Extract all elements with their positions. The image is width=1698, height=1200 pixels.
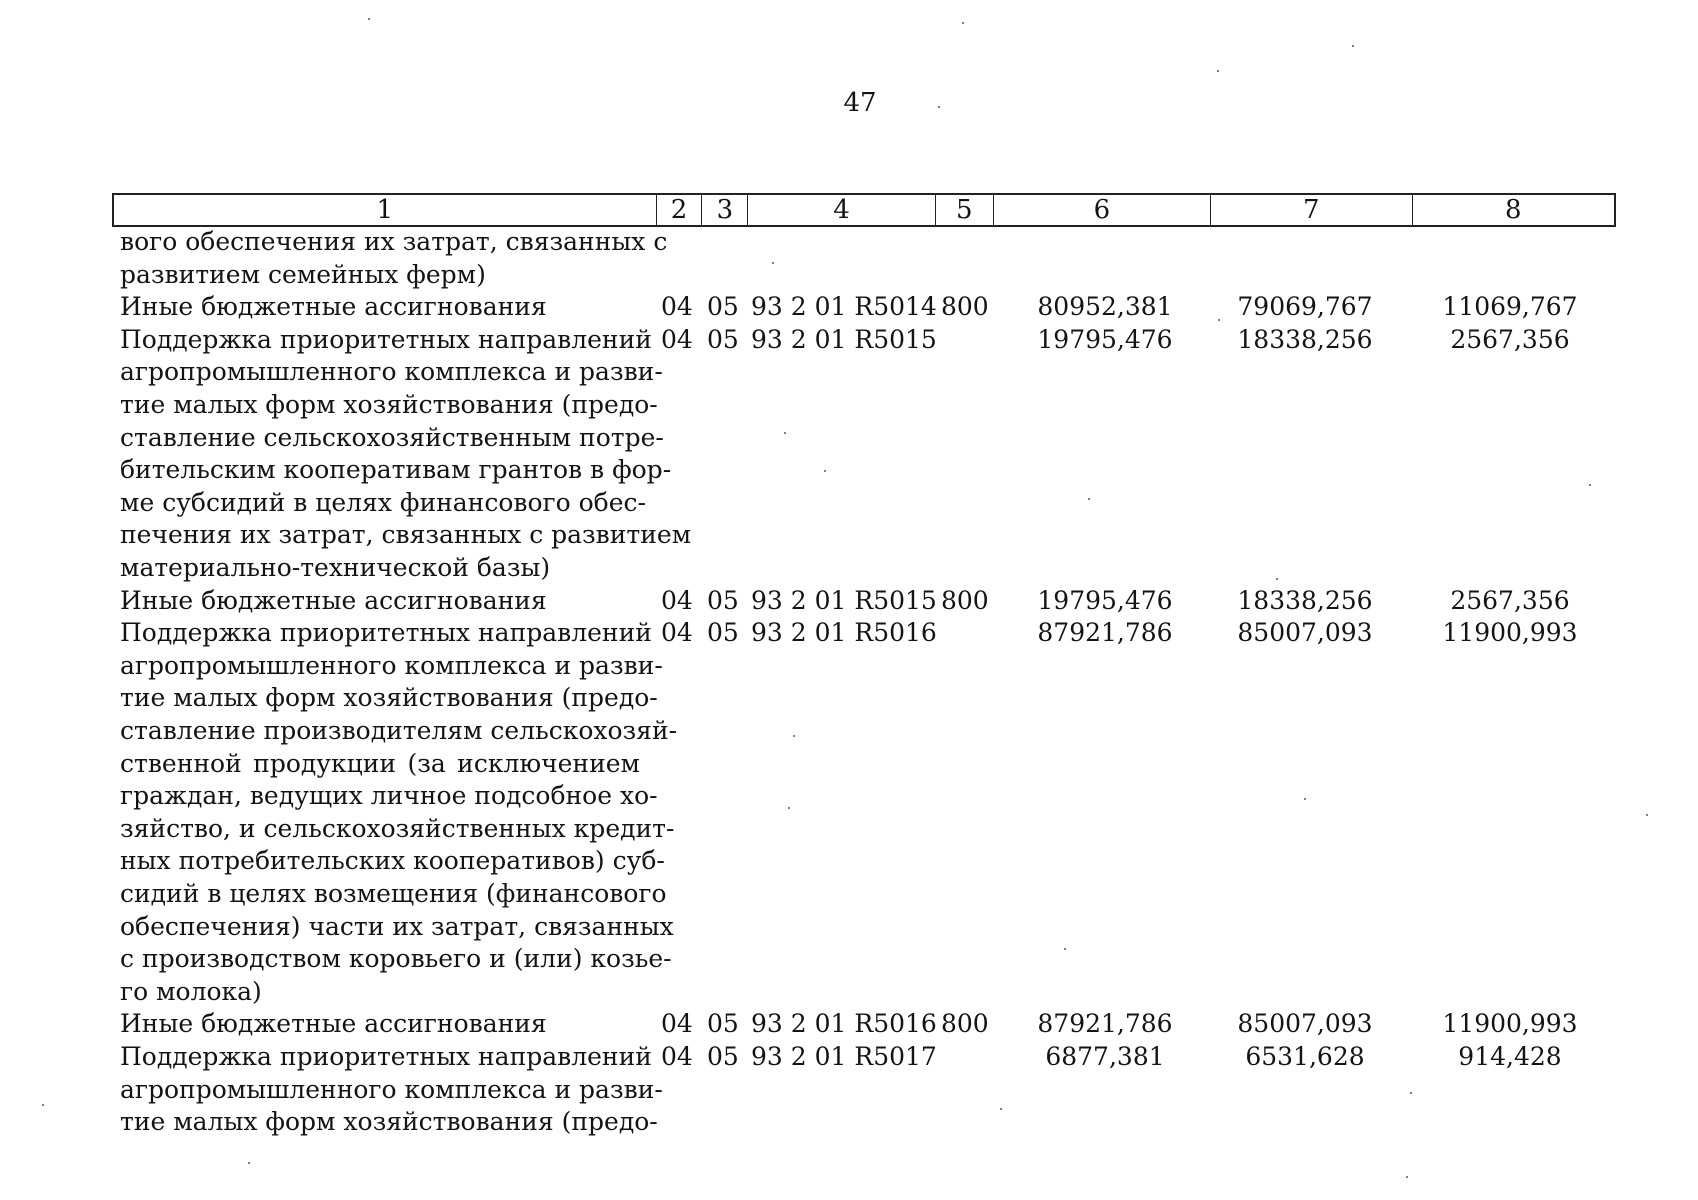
description-line: ме субсидий в целях финансового обес- [120, 487, 646, 517]
cell-amount-col7: 79069,767 [1237, 292, 1373, 322]
row-description [120, 226, 668, 291]
cell-subsection: 05 [707, 324, 739, 354]
cell-amount-col8: 11900,993 [1442, 1009, 1578, 1039]
description-line: агропромышленного комплекса и разви- [120, 650, 663, 680]
scan-speck [1217, 70, 1219, 72]
scan-speck [784, 432, 786, 434]
cell-section: 04 [661, 1042, 693, 1071]
cell-target-article: 93 2 01 R5015 [751, 324, 937, 354]
description-line: развитием семейных ферм) [120, 259, 486, 289]
cell-subsection: 05 [707, 1042, 739, 1071]
scan-speck [793, 735, 795, 737]
cell-amount-col6: 19795,476 [1037, 324, 1173, 354]
cell-expense-type: 800 [941, 292, 989, 322]
cell-amount-col7: 18338,256 [1237, 585, 1373, 615]
scan-speck [1406, 1176, 1408, 1178]
header-col-4: 4 [748, 195, 936, 225]
description-line: граждан, ведущих личное подсобное хо- [120, 781, 658, 811]
description-line: печения их затрат, связанных с развитием [120, 520, 692, 550]
description-line: бительским кооперативам грантов в фор- [120, 455, 672, 485]
scan-speck [788, 807, 790, 809]
description-line: Поддержка приоритетных направлений [120, 1042, 652, 1071]
header-col-8: 8 [1504, 195, 1522, 225]
description-line: зяйство, и сельскохозяйственных кредит- [120, 813, 675, 843]
cell-amount-col8: 11900,993 [1442, 618, 1578, 648]
cell-section: 04 [661, 585, 693, 615]
scan-speck [368, 18, 370, 20]
cell-amount-col7: 6531,628 [1245, 1042, 1365, 1071]
description-line: Иные бюджетные ассигнования [120, 292, 547, 322]
cell-target-article: 93 2 01 R5015 [751, 585, 937, 615]
scan-speck [772, 262, 774, 264]
description-line: агропромышленного комплекса и разви- [120, 1074, 663, 1104]
cell-subsection: 05 [707, 292, 739, 322]
cell-section: 04 [661, 292, 693, 322]
description-line: Иные бюджетные ассигнования [120, 585, 547, 615]
cell-expense-type: 800 [941, 585, 989, 615]
description-line: ставление производителям сельскохозяй- [120, 715, 678, 745]
cell-amount-col6: 6877,381 [1045, 1042, 1165, 1071]
header-col-2: 2 [657, 195, 703, 225]
scan-speck [1276, 578, 1278, 580]
description-line: материально-технической базы) [120, 552, 551, 582]
cell-amount-col6: 87921,786 [1037, 618, 1173, 648]
description-line: ственной продукции (за исключением [120, 748, 640, 778]
description-line: тие малых форм хозяйствования (предо- [120, 389, 658, 419]
cell-amount-col8: 2567,356 [1450, 585, 1570, 615]
description-line: тие малых форм хозяйствования (предо- [120, 1107, 658, 1137]
scan-speck [1646, 814, 1648, 816]
description-line: тие малых форм хозяйствования (предо- [120, 683, 658, 713]
scan-speck [1352, 45, 1354, 47]
cell-subsection: 05 [707, 1009, 739, 1039]
scan-speck [938, 106, 940, 108]
cell-target-article: 93 2 01 R5016 [751, 618, 937, 648]
page-number: 47 [843, 88, 877, 118]
cell-subsection: 05 [707, 618, 739, 648]
header-col-5: 5 [936, 195, 994, 225]
description-line: го молока) [120, 976, 262, 1006]
cell-expense-type: 800 [941, 1009, 989, 1039]
scan-speck [824, 470, 826, 472]
row-description [120, 291, 640, 324]
cell-amount-col8: 914,428 [1458, 1042, 1562, 1071]
table-header [112, 193, 1616, 227]
scan-speck [1410, 1092, 1412, 1094]
header-col-7: 7 [1211, 195, 1412, 225]
scan-speck [42, 1104, 44, 1106]
scan-speck [962, 22, 964, 24]
row-description [120, 1041, 663, 1139]
cell-amount-col7: 85007,093 [1237, 1009, 1373, 1039]
header-col-3: 3 [702, 195, 748, 225]
row-description [120, 1008, 640, 1041]
description-line: сидий в целях возмещения (финансового [120, 878, 667, 908]
scan-speck [1088, 498, 1090, 500]
description-line: ных потребительских кооперативов) суб- [120, 846, 665, 876]
header-col-1: 1 [114, 195, 657, 225]
cell-target-article: 93 2 01 R5017 [751, 1042, 937, 1071]
cell-target-article: 93 2 01 R5016 [751, 1009, 937, 1039]
cell-amount-col7: 85007,093 [1237, 618, 1373, 648]
description-line: Иные бюджетные ассигнования [120, 1009, 547, 1039]
description-line: обеспечения) части их затрат, связанных [120, 911, 674, 941]
description-line: вого обеспечения их затрат, связанных с [120, 227, 668, 256]
row-description [120, 585, 640, 618]
description-line: агропромышленного комплекса и разви- [120, 357, 663, 387]
scan-speck [248, 1162, 250, 1164]
cell-amount-col7: 18338,256 [1237, 324, 1373, 354]
scan-speck [1589, 484, 1591, 486]
cell-amount-col8: 2567,356 [1450, 324, 1570, 354]
header-col-6: 6 [994, 195, 1211, 225]
scan-speck [1064, 948, 1066, 950]
cell-target-article: 93 2 01 R5014 [751, 292, 937, 322]
description-line: Поддержка приоритетных направлений [120, 618, 652, 648]
scan-speck [1000, 1108, 1002, 1110]
cell-amount-col6: 80952,381 [1037, 292, 1173, 322]
scan-speck [1218, 319, 1220, 321]
description-line: Поддержка приоритетных направлений [120, 324, 652, 354]
scan-speck [1304, 798, 1306, 800]
cell-section: 04 [661, 1009, 693, 1039]
cell-subsection: 05 [707, 585, 739, 615]
cell-amount-col8: 11069,767 [1442, 292, 1578, 322]
cell-amount-col6: 19795,476 [1037, 585, 1173, 615]
cell-section: 04 [661, 324, 693, 354]
description-line: ставление сельскохозяйственным потре- [120, 422, 664, 452]
cell-section: 04 [661, 618, 693, 648]
description-line: с производством коровьего и (или) козье- [120, 944, 672, 974]
cell-amount-col6: 87921,786 [1037, 1009, 1173, 1039]
